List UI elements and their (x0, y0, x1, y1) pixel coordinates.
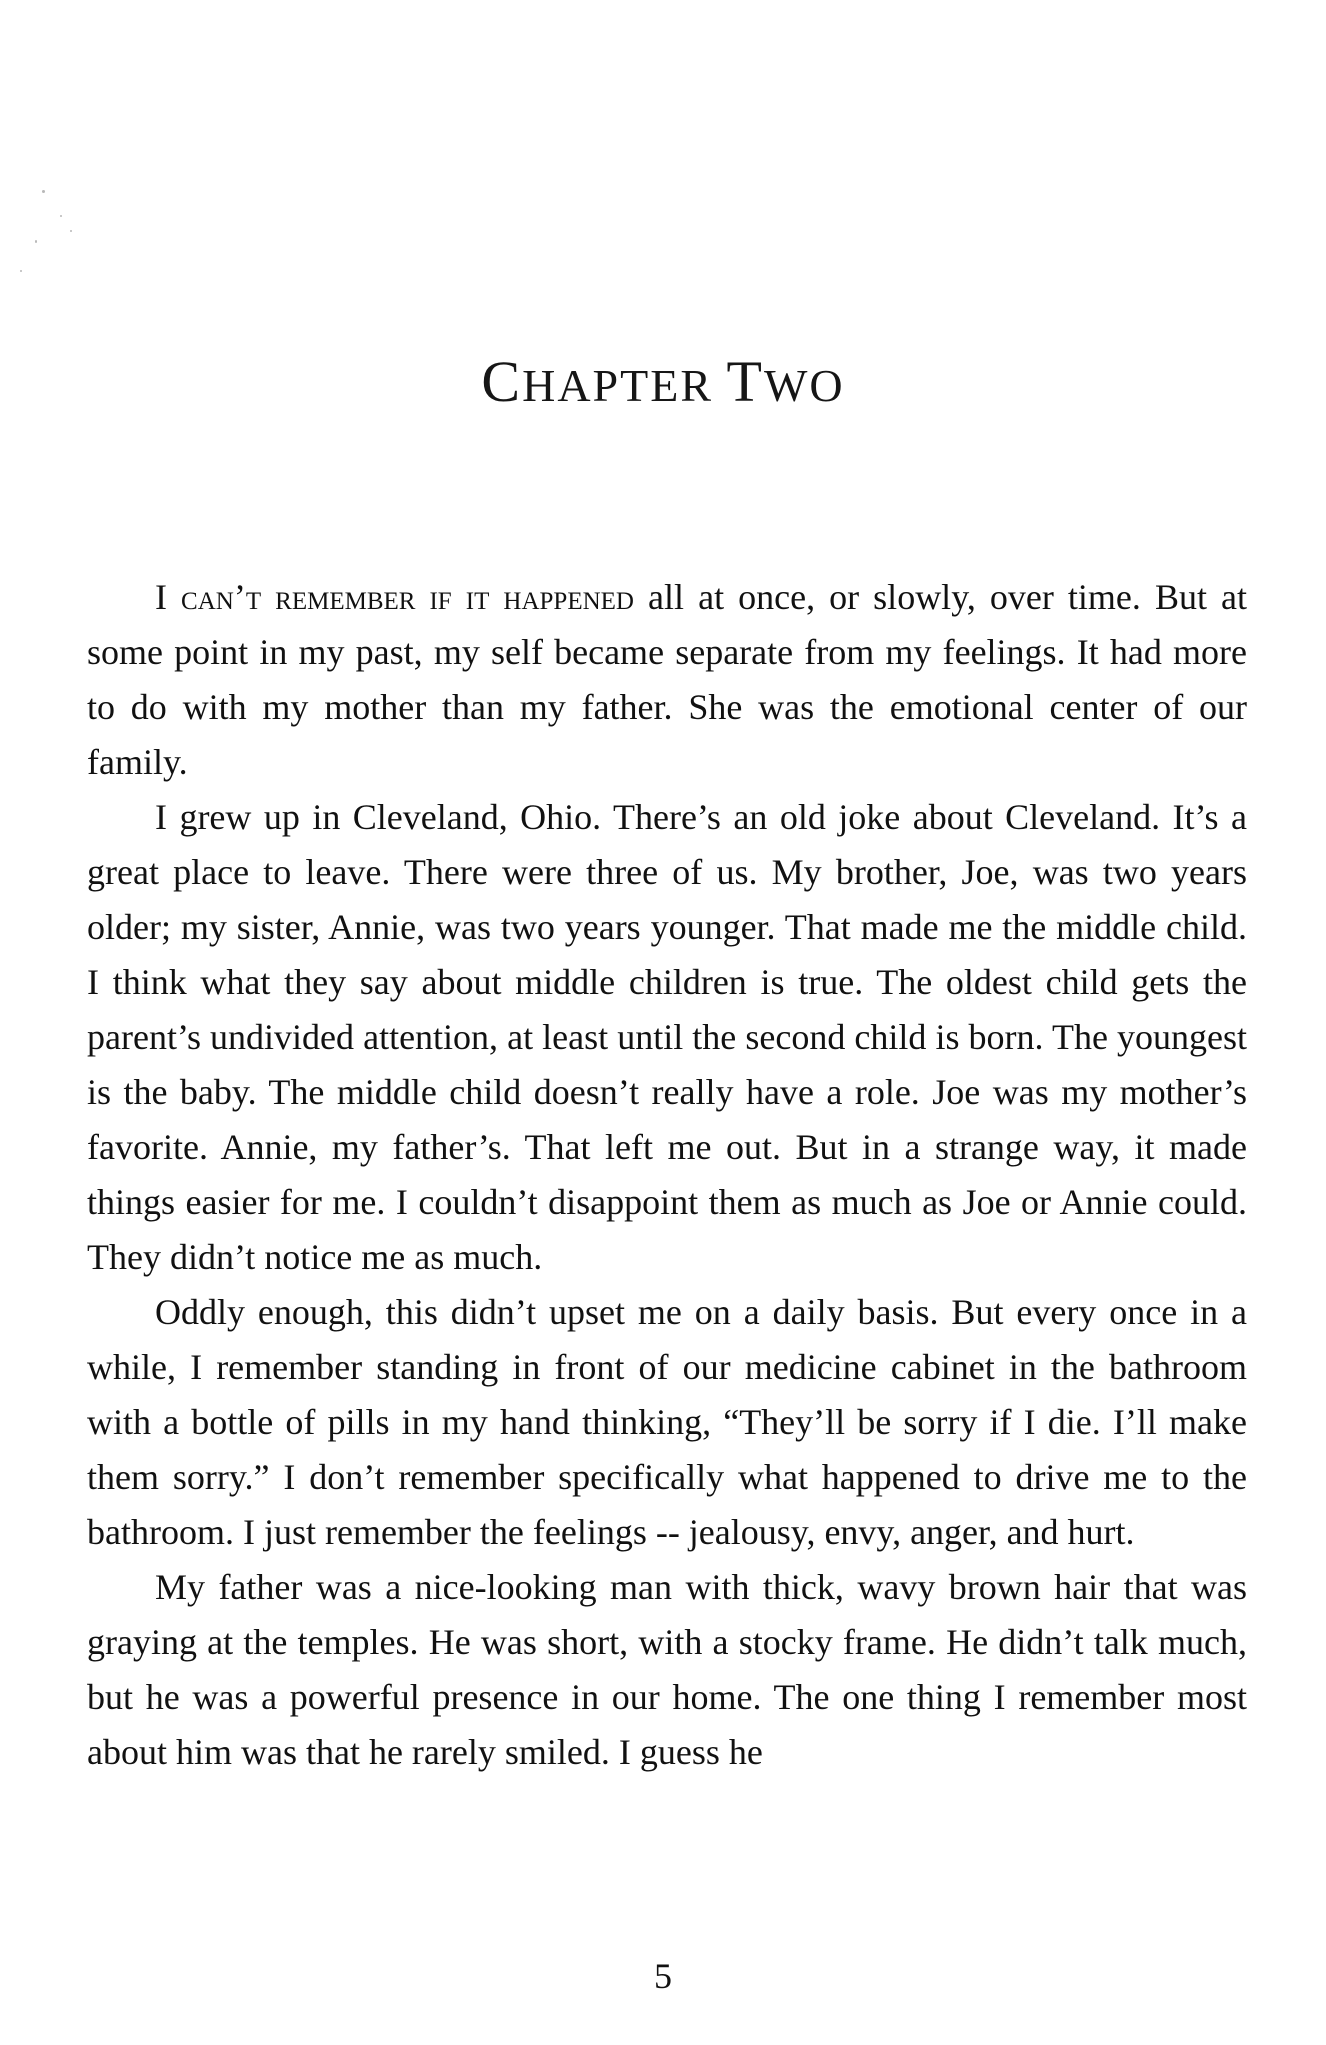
page-number: 5 (654, 1956, 672, 1996)
paragraph (87, 1285, 1247, 1560)
chapter-title (0, 348, 1326, 415)
paragraph-text: Oddly enough, this didn’t upset me on a daily basis. But every once in a while, I remember standing in front of our medicine cabinet in the bathroom with a bottle of pills in my hand thinking, “They’ll be sorry if I die. I’ll make them sorry.” I don’t remember specifically what happened to drive me to the bathroom. I just remember the feelings -- jealousy, envy, anger, and hurt. (87, 1292, 1247, 1552)
paragraph-text: all at once, or slowly, over time. But at some point in my past, my self became separate from my feelings. It had more to do with my mother than my father. She was the emotional center of our family. (87, 577, 1248, 782)
paragraph-text: My father was a nice-looking man with thick, wavy brown hair that was graying at the temples. He was short, with a stocky frame. He didn’t talk much, but he was a powerful presence in our home. The one thing I remember most about him was that he rarely smiled. I guess he (87, 1567, 1247, 1772)
scan-speck (42, 190, 45, 193)
chapter-title-initial-2: T (726, 349, 764, 414)
paragraph-text: I grew up in Cleveland, Ohio. There’s an old joke about Cleveland. It’s a great place to leave. There were three of us. My brother, Joe, was two years older; my sister, Annie, was two years younger. That made me the middle child. I think what they say about middle children is true. The oldest child gets the parent’s undivided attention, at least until the second child is born. The youngest is the baby. The middle child doesn’t really have a role. Joe was my mother’s favorite. Annie, my father’s. That left me out. But in a strange way, it made things easier for me. I couldn’t disappoint them as much as Joe or Annie could. They didn’t notice me as much. (87, 797, 1247, 1277)
paragraph (87, 1560, 1247, 1780)
chapter-body (87, 570, 1247, 1780)
scan-speck (60, 215, 62, 217)
chapter-title-word-2: WO (763, 360, 845, 411)
scan-speck (70, 230, 72, 232)
scan-speck (20, 270, 22, 272)
paragraph (87, 570, 1247, 790)
opening-words: I can’t remember if it happened (155, 577, 634, 617)
scan-speck (35, 240, 37, 243)
chapter-title-initial: C (481, 349, 523, 414)
chapter-title-word-1: HAPTER (522, 360, 727, 411)
paragraph (87, 790, 1247, 1285)
